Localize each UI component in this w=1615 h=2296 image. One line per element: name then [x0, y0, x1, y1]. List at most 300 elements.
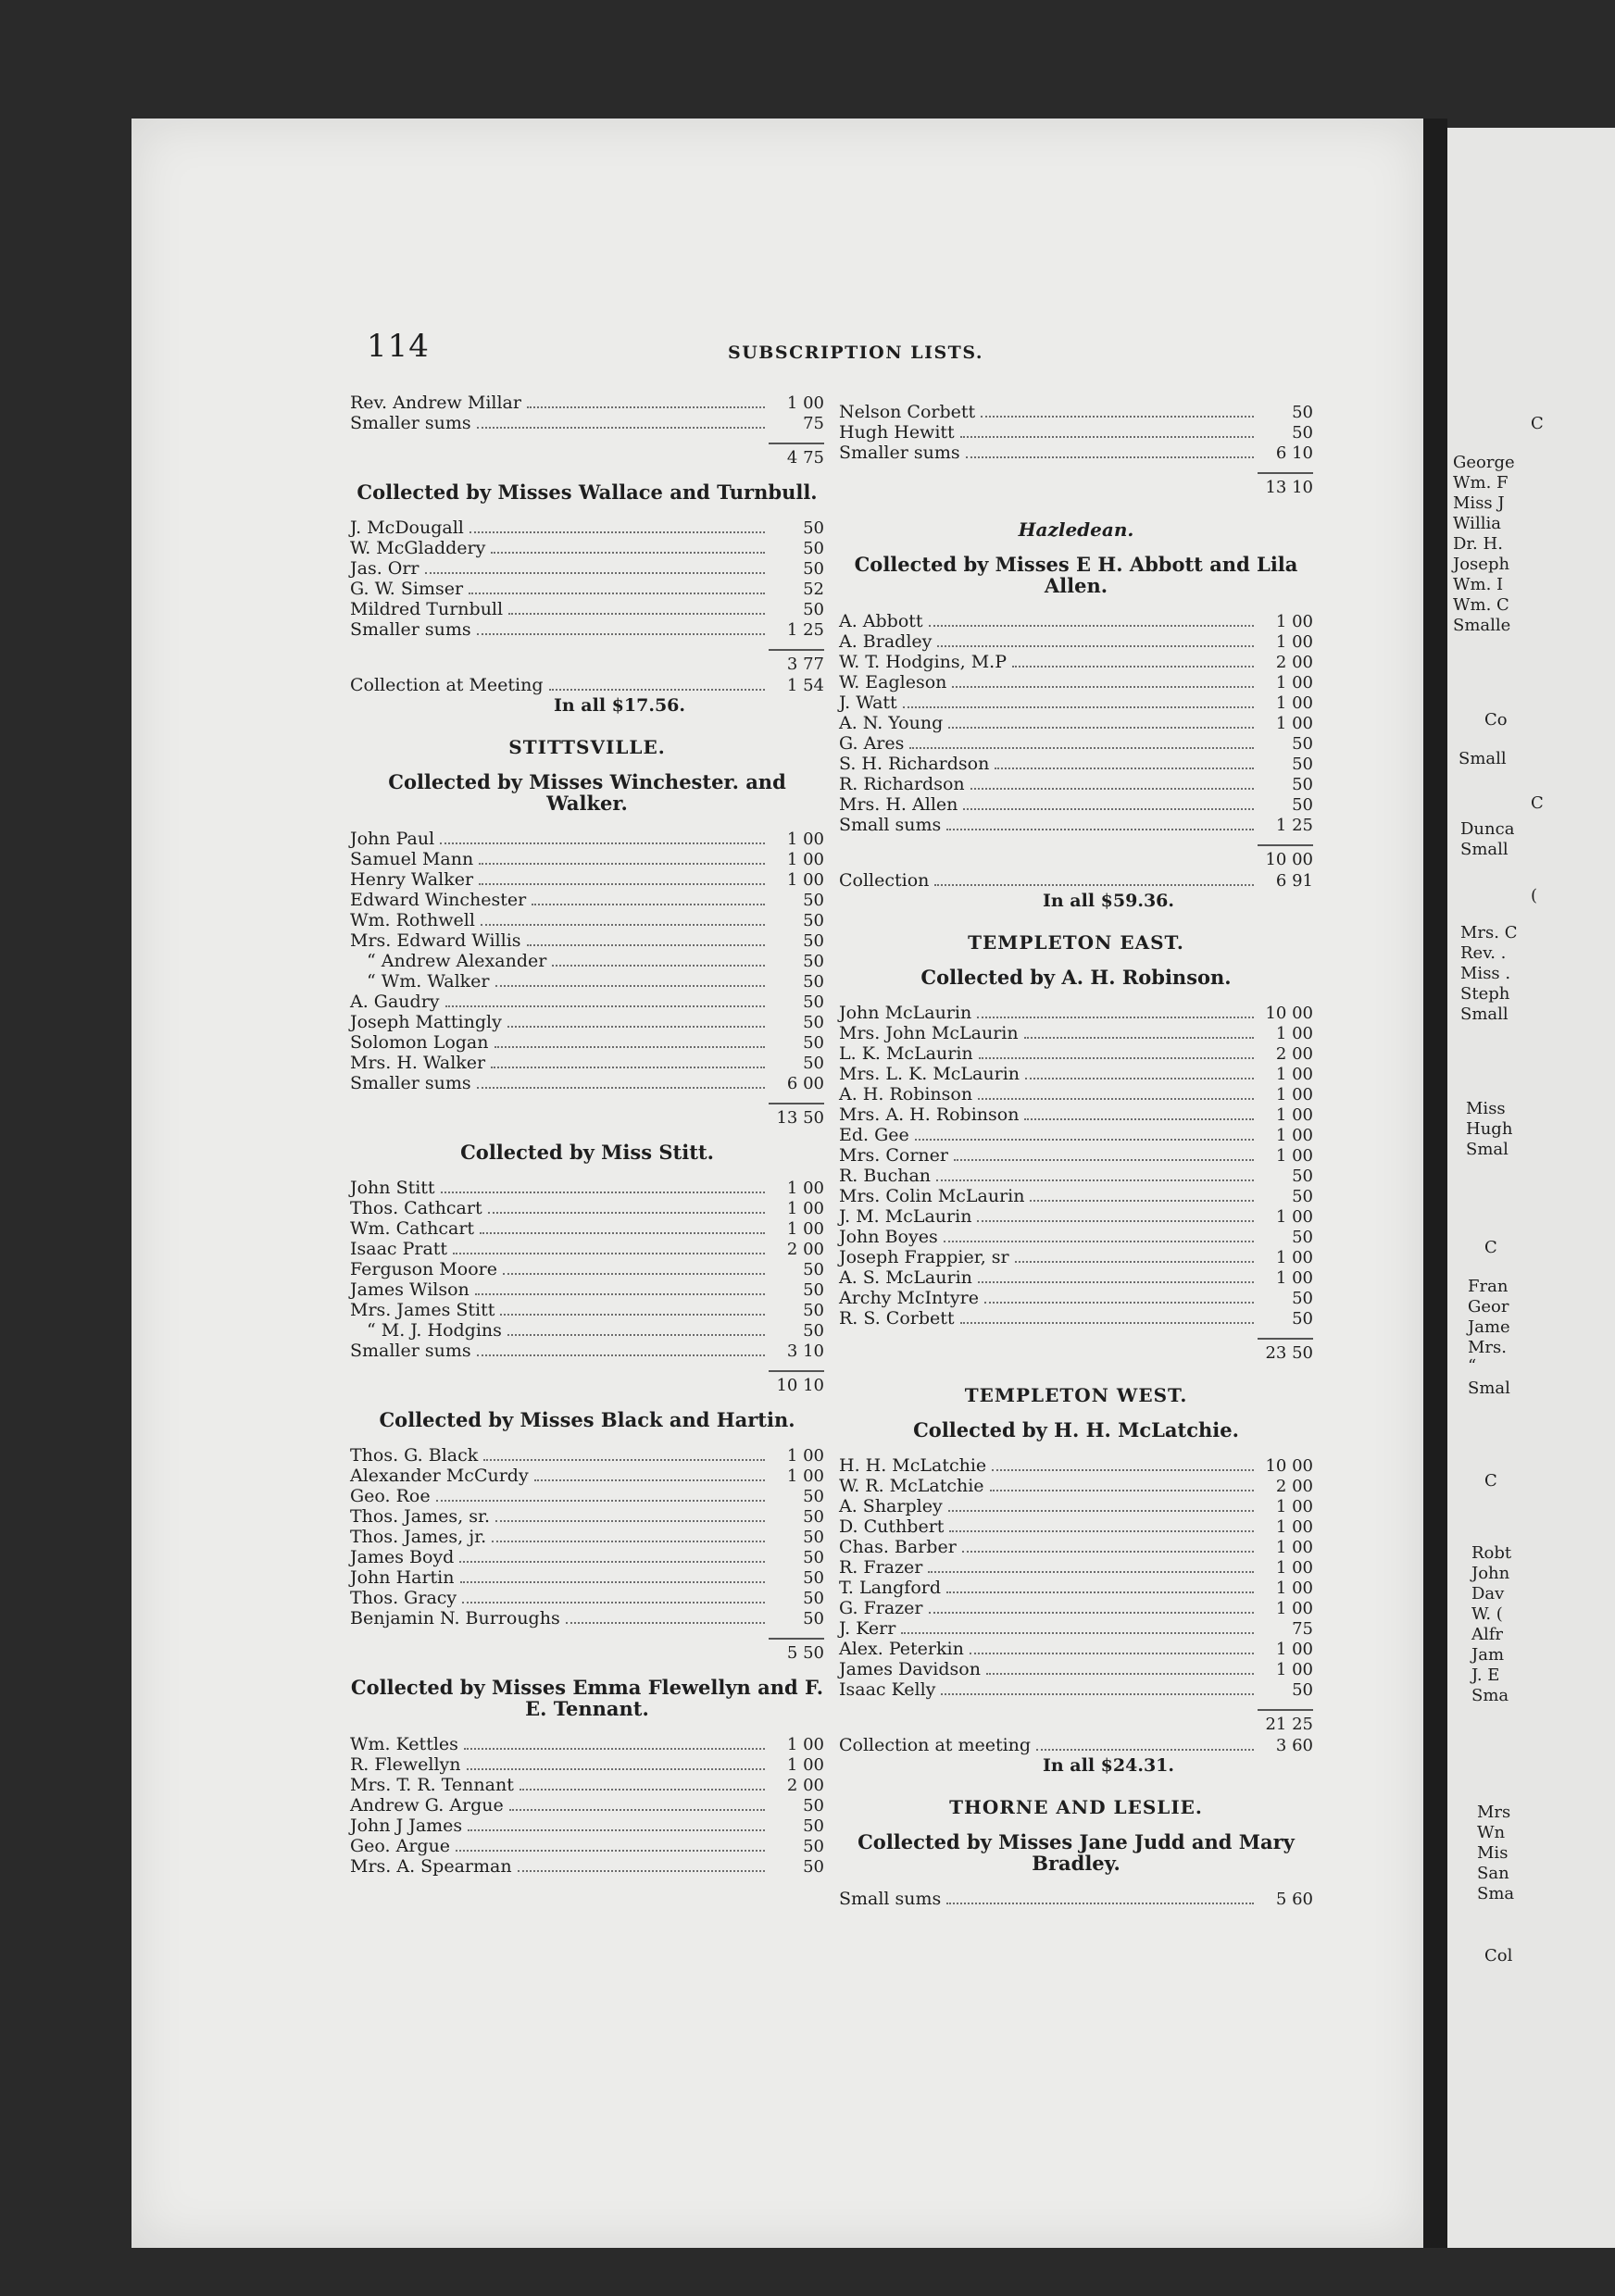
dot-leader [948, 1510, 1254, 1512]
entry-amount: 1 00 [1275, 1558, 1313, 1578]
entry-amount: 2 00 [786, 1240, 824, 1259]
entry-list [839, 402, 1313, 463]
adjacent-page-text: C [1484, 1471, 1497, 1491]
list-entry [839, 1476, 1313, 1496]
entry-amount: 10 00 [1265, 1004, 1313, 1023]
list-entry [839, 693, 1313, 713]
place-heading: TEMPLETON WEST. [964, 1384, 1188, 1406]
dot-leader [970, 788, 1254, 790]
total-rule [1258, 1338, 1313, 1340]
list-entry [350, 951, 824, 971]
list-entry [350, 971, 824, 992]
entry-amount: 50 [1292, 734, 1313, 754]
collector-heading: Collected by Misses Emma Flewellyn and F. E. Tennant. [350, 1676, 824, 1720]
adjacent-page-text: Wm. C [1453, 595, 1509, 615]
dot-leader [491, 552, 765, 554]
dot-leader [928, 1571, 1254, 1573]
entry-amount: 1 00 [1275, 1497, 1313, 1516]
entry-amount: 50 [803, 1260, 824, 1279]
entry-amount: 10 00 [1265, 1456, 1313, 1476]
adjacent-page-text: Dav [1471, 1584, 1505, 1603]
collector-heading: Collected by Misses Winchester. and Walker. [388, 770, 786, 815]
dot-leader [507, 1334, 765, 1336]
entry-name: Mrs. John McLaurin [839, 1023, 1019, 1043]
list-entry [350, 599, 824, 619]
entry-amount: 1 00 [1275, 1660, 1313, 1679]
adjacent-page-text: Mis [1477, 1843, 1509, 1863]
entry-list [350, 1178, 824, 1361]
entry-amount: 50 [803, 1301, 824, 1320]
adjacent-page-text: Willia [1453, 514, 1501, 533]
place-heading: TEMPLETON EAST. [968, 931, 1184, 954]
list-entry [350, 1445, 824, 1466]
entry-amount: 1 00 [786, 1179, 824, 1198]
list-entry [350, 1239, 824, 1259]
entry-name: Geo. Argue [350, 1836, 451, 1856]
entry-amount: 1 00 [1275, 612, 1313, 631]
entry-amount: 2 00 [1275, 653, 1313, 672]
dot-leader [929, 1612, 1254, 1614]
dot-leader [479, 883, 765, 885]
list-entry [839, 1516, 1313, 1537]
dot-leader [1030, 1200, 1254, 1202]
dot-leader [949, 1530, 1254, 1532]
entry-amount: 50 [1292, 1167, 1313, 1186]
entry-name: Thos. G. Black [350, 1445, 479, 1466]
list-entry [350, 1795, 824, 1816]
entry-name: A. Abbott [839, 611, 923, 631]
dot-leader [477, 1087, 765, 1089]
adjacent-page-text: Jam [1471, 1645, 1505, 1665]
list-entry [839, 1125, 1313, 1145]
dot-leader [440, 842, 765, 844]
list-entry [350, 910, 824, 930]
entry-list [839, 611, 1313, 835]
dot-leader [1024, 1118, 1254, 1120]
entry-list [350, 829, 824, 1093]
list-entry [350, 1836, 824, 1856]
list-entry [839, 733, 1313, 754]
dot-leader [978, 1098, 1254, 1100]
entry-amount: 50 [803, 600, 824, 619]
entry-amount: 50 [803, 1609, 824, 1628]
list-entry [839, 1166, 1313, 1186]
entry-name: Smaller sums [350, 413, 471, 433]
entry-name: Mrs. T. R. Tennant [350, 1775, 514, 1795]
dot-leader [946, 1903, 1254, 1904]
entry-list [839, 1889, 1313, 1909]
entry-amount: 2 00 [1275, 1477, 1313, 1496]
dot-leader [1015, 1261, 1254, 1263]
left-column [350, 393, 824, 1880]
dot-leader [903, 706, 1254, 708]
entry-amount: 50 [803, 518, 824, 538]
entry-amount: 1 00 [1275, 1146, 1313, 1166]
in-all-total: In all $24.31. [1042, 1755, 1174, 1776]
entry-amount: 75 [1292, 1619, 1313, 1639]
adjacent-page-text: Sma [1477, 1884, 1515, 1903]
entry-name: D. Cuthbert [839, 1516, 945, 1537]
adjacent-page-text: C [1484, 1238, 1497, 1257]
entry-name: Ferguson Moore [350, 1259, 497, 1279]
entry-name: R. Frazer [839, 1557, 923, 1578]
dot-leader [520, 1789, 765, 1791]
dot-leader [549, 689, 766, 691]
entry-name: James Davidson [839, 1659, 981, 1679]
dot-leader [488, 1212, 765, 1214]
entry-name: “ M. J. Hodgins [367, 1320, 502, 1341]
entry-amount: 50 [803, 1837, 824, 1856]
list-entry [350, 849, 824, 869]
entry-name: H. H. McLatchie [839, 1455, 987, 1476]
dot-leader [1024, 1037, 1254, 1039]
list-entry [350, 1816, 824, 1836]
dot-leader [901, 1632, 1254, 1634]
dot-leader [456, 1850, 765, 1852]
entry-name: Mrs. A. H. Robinson [839, 1104, 1020, 1125]
entry-name: A. N. Young [839, 713, 944, 733]
dot-leader [483, 1459, 765, 1461]
list-entry [839, 1598, 1313, 1618]
adjacent-page-text: Dr. H. [1453, 534, 1503, 554]
entry-amount: 1 00 [1275, 1248, 1313, 1267]
list-entry [350, 1218, 824, 1239]
entry-amount: 1 00 [1275, 714, 1313, 733]
adjacent-page-text: Dunca [1460, 819, 1515, 839]
dot-leader [990, 1490, 1254, 1491]
dot-leader [503, 1273, 765, 1275]
entry-name: “ Andrew Alexander [367, 951, 547, 971]
entry-list [839, 1003, 1313, 1329]
adjacent-page-text: Small [1460, 1004, 1509, 1024]
dot-leader [469, 593, 765, 594]
list-entry [839, 815, 1313, 835]
subtotal: 3 77 [786, 655, 824, 674]
list-entry [839, 1267, 1313, 1288]
list-entry [839, 713, 1313, 733]
dot-leader [507, 1026, 765, 1028]
entry-name: Solomon Logan [350, 1032, 489, 1053]
dot-leader [978, 1281, 1254, 1283]
dot-leader [477, 1354, 765, 1356]
adjacent-page-text: Smalle [1453, 616, 1511, 635]
list-entry [839, 422, 1313, 443]
list-entry [350, 558, 824, 579]
entry-amount: 50 [803, 1796, 824, 1816]
entry-name: W. R. McLatchie [839, 1476, 984, 1496]
entry-amount: 1 00 [786, 1219, 824, 1239]
dot-leader [963, 808, 1254, 810]
in-all-total: In all $59.36. [1042, 891, 1174, 911]
entry-amount: 50 [803, 1857, 824, 1877]
dot-leader [977, 1220, 1254, 1222]
collector-heading: Collected by H. H. McLatchie. [913, 1418, 1239, 1441]
dot-leader [492, 1541, 765, 1542]
dot-leader [495, 1046, 766, 1048]
entry-amount: 50 [803, 1321, 824, 1341]
dot-leader [527, 944, 765, 946]
entry-name: A. S. McLaurin [839, 1267, 972, 1288]
total: 13 10 [1265, 478, 1313, 497]
entry-name: Wm. Rothwell [350, 910, 475, 930]
adjacent-page-text: Wm. F [1453, 473, 1509, 493]
dot-leader [944, 1241, 1254, 1242]
entry-amount: 50 [803, 539, 824, 558]
dot-leader [481, 924, 765, 926]
subtotal: 13 50 [776, 1108, 824, 1128]
adjacent-page-text: Miss . [1460, 964, 1511, 983]
dot-leader [966, 456, 1254, 458]
total-rule [769, 1370, 824, 1372]
list-entry [350, 1178, 824, 1198]
entry-name: Mrs. Edward Willis [350, 930, 521, 951]
entry-name: John Paul [350, 829, 435, 849]
dot-leader [960, 1322, 1254, 1324]
dot-leader [480, 1232, 765, 1234]
entry-name: Mrs. Corner [839, 1145, 948, 1166]
dot-leader [460, 1581, 766, 1583]
entry-name: Collection at Meeting [350, 675, 544, 695]
entry-amount: 1 00 [1275, 1578, 1313, 1598]
dot-leader [495, 985, 766, 987]
adjacent-page-text: “ [1468, 1356, 1477, 1376]
list-entry [350, 1300, 824, 1320]
entry-name: G. Ares [839, 733, 905, 754]
list-entry [839, 1578, 1313, 1598]
entry-amount: 50 [803, 1528, 824, 1547]
total: 4 75 [786, 448, 824, 468]
adjacent-page-text: Fran [1468, 1277, 1509, 1296]
place-heading: STITTSVILLE. [508, 736, 666, 758]
entry-amount: 50 [803, 992, 824, 1012]
entry-amount: 50 [803, 931, 824, 951]
dot-leader [518, 1870, 765, 1872]
dot-leader [929, 625, 1254, 627]
list-entry [839, 1206, 1313, 1227]
list-entry [350, 829, 824, 849]
entry-list [350, 393, 824, 433]
entry-name: R. Flewellyn [350, 1754, 461, 1775]
entry-amount: 6 10 [1275, 443, 1313, 463]
total-rule [1258, 1709, 1313, 1711]
dot-leader [534, 1479, 765, 1481]
dot-leader [445, 1005, 765, 1007]
adjacent-page-text: Robt [1471, 1543, 1512, 1563]
list-entry [350, 1053, 824, 1073]
dot-leader [566, 1622, 765, 1624]
list-entry [350, 1775, 824, 1795]
entry-amount: 50 [803, 952, 824, 971]
adjacent-page-text: Mrs. C [1460, 923, 1518, 942]
collector-heading: Collected by Misses E H. Abbott and Lila Allen. [854, 553, 1298, 597]
list-entry [350, 1506, 824, 1527]
subtotal: 23 50 [1265, 1343, 1313, 1363]
collector-heading: Collected by Misses Black and Hartin. [379, 1408, 795, 1431]
entry-name: G. W. Simser [350, 579, 464, 599]
entry-name: Thos. James, jr. [350, 1527, 487, 1547]
entry-name: Wm. Cathcart [350, 1218, 475, 1239]
list-entry [839, 631, 1313, 652]
dot-leader [946, 829, 1254, 830]
entry-amount: 50 [803, 1013, 824, 1032]
entry-name: Joseph Mattingly [350, 1012, 502, 1032]
entry-amount: 1 00 [1275, 1640, 1313, 1659]
adjacent-page-fragment [1447, 128, 1615, 2248]
entry-amount: 52 [803, 580, 824, 599]
collector-heading: Collected by Misses Jane Judd and Mary Bradley. [858, 1830, 1295, 1875]
adjacent-page-text: C [1531, 414, 1544, 433]
entry-amount: 50 [803, 1487, 824, 1506]
list-entry [839, 402, 1313, 422]
entry-amount: 3 60 [1275, 1736, 1313, 1755]
adjacent-page-text: Wm. I [1453, 575, 1504, 594]
list-entry [350, 1547, 824, 1567]
entry-amount: 1 00 [1275, 1024, 1313, 1043]
entry-name: Wm. Kettles [350, 1734, 458, 1754]
list-entry [839, 1064, 1313, 1084]
adjacent-page-text: Joseph [1453, 555, 1510, 574]
adjacent-page-text: C [1531, 793, 1544, 813]
entry-amount: 3 10 [786, 1341, 824, 1361]
entry-amount: 1 00 [1275, 1126, 1313, 1145]
entry-list [350, 1445, 824, 1628]
entry-amount: 50 [803, 972, 824, 992]
entry-name: Mrs. H. Allen [839, 794, 958, 815]
list-entry [839, 1247, 1313, 1267]
list-entry [350, 413, 824, 433]
adjacent-page-text: Sma [1471, 1686, 1509, 1705]
entry-name: Alexander McCurdy [350, 1466, 529, 1486]
list-entry [839, 1288, 1313, 1308]
list-entry [839, 1145, 1313, 1166]
adjacent-page-text: John [1471, 1564, 1510, 1583]
list-entry [839, 1003, 1313, 1023]
adjacent-page-text: Alfr [1471, 1625, 1504, 1644]
entry-amount: 50 [1292, 795, 1313, 815]
subtotal: 5 50 [786, 1643, 824, 1663]
entry-amount: 1 00 [1275, 1268, 1313, 1288]
entry-name: Benjamin N. Burroughs [350, 1608, 560, 1628]
entry-amount: 1 54 [786, 676, 824, 695]
dot-leader [995, 767, 1254, 769]
entry-amount: 50 [1292, 755, 1313, 774]
dot-leader [909, 747, 1254, 749]
adjacent-page-text: Geor [1468, 1297, 1509, 1316]
entry-name: A. Sharpley [839, 1496, 943, 1516]
list-entry [350, 1320, 824, 1341]
entry-name: Mrs. L. K. McLaurin [839, 1064, 1020, 1084]
entry-name: Thos. James, sr. [350, 1506, 490, 1527]
entry-amount: 1 00 [786, 830, 824, 849]
list-entry [350, 1012, 824, 1032]
entry-name: R. Buchan [839, 1166, 932, 1186]
list-entry [839, 1659, 1313, 1679]
adjacent-page-text: Co [1484, 710, 1508, 730]
list-entry [350, 1032, 824, 1053]
list-entry [839, 1104, 1313, 1125]
list-entry [839, 443, 1313, 463]
entry-amount: 50 [803, 1589, 824, 1608]
entry-amount: 1 00 [1275, 1105, 1313, 1125]
dot-leader [977, 1017, 1254, 1018]
list-entry [350, 1588, 824, 1608]
entry-name: James Boyd [350, 1547, 455, 1567]
list-entry [839, 1455, 1313, 1476]
total-rule [769, 649, 824, 651]
entry-name: Henry Walker [350, 869, 474, 890]
entry-amount: 2 00 [786, 1776, 824, 1795]
adjacent-page-text: George [1453, 453, 1515, 472]
entry-amount: 50 [803, 891, 824, 910]
entry-amount: 50 [803, 1568, 824, 1588]
list-entry [839, 1023, 1313, 1043]
entry-name: Smaller sums [350, 619, 471, 640]
entry-name: J. M. McLaurin [839, 1206, 972, 1227]
dot-leader [477, 633, 765, 635]
entry-name: John J James [350, 1816, 463, 1836]
list-entry [350, 1198, 824, 1218]
list-entry [350, 992, 824, 1012]
entry-amount: 1 00 [1275, 673, 1313, 693]
entry-amount: 2 00 [1275, 1044, 1313, 1064]
entry-name: A. H. Robinson [839, 1084, 973, 1104]
place-heading: THORNE AND LESLIE. [949, 1796, 1203, 1818]
entry-name: John Boyes [839, 1227, 938, 1247]
entry-amount: 75 [803, 414, 824, 433]
entry-amount: 1 00 [1275, 1517, 1313, 1537]
entry-amount: 50 [803, 1054, 824, 1073]
entry-name: Mrs. H. Walker [350, 1053, 486, 1073]
entry-amount: 50 [1292, 1680, 1313, 1700]
entry-name: Edward Winchester [350, 890, 527, 910]
dot-leader [962, 1551, 1254, 1553]
list-entry [350, 1279, 824, 1300]
total-rule [769, 1638, 824, 1640]
entry-amount: 1 00 [786, 1466, 824, 1486]
dot-leader [552, 965, 765, 967]
entry-name: Smaller sums [839, 443, 960, 463]
entry-name: A. Gaudry [350, 992, 440, 1012]
list-entry [350, 675, 824, 695]
total-rule [769, 443, 824, 444]
adjacent-page-text: Smal [1468, 1379, 1510, 1398]
list-entry [350, 1466, 824, 1486]
list-entry [350, 538, 824, 558]
entry-amount: 1 25 [786, 620, 824, 640]
running-head: SUBSCRIPTION LISTS. [728, 343, 983, 363]
entry-amount: 50 [1292, 775, 1313, 794]
dot-leader [948, 727, 1254, 729]
dot-leader [509, 1809, 765, 1811]
list-entry [839, 1186, 1313, 1206]
list-entry [839, 1308, 1313, 1329]
entry-name: Ed. Gee [839, 1125, 909, 1145]
list-entry [839, 672, 1313, 693]
dot-leader [981, 416, 1254, 418]
entry-amount: 50 [1292, 423, 1313, 443]
collector-heading: Collected by Miss Stitt. [460, 1141, 714, 1164]
entry-amount: 1 00 [1275, 1207, 1313, 1227]
entry-amount: 1 00 [1275, 1085, 1313, 1104]
entry-amount: 50 [1292, 1289, 1313, 1308]
dot-leader [1036, 1749, 1254, 1751]
total-rule [1258, 472, 1313, 474]
entry-amount: 1 00 [786, 850, 824, 869]
entry-name: Nelson Corbett [839, 402, 976, 422]
entry-amount: 1 00 [1275, 1538, 1313, 1557]
dot-leader [1012, 666, 1254, 668]
entry-name: J. McDougall [350, 518, 464, 538]
